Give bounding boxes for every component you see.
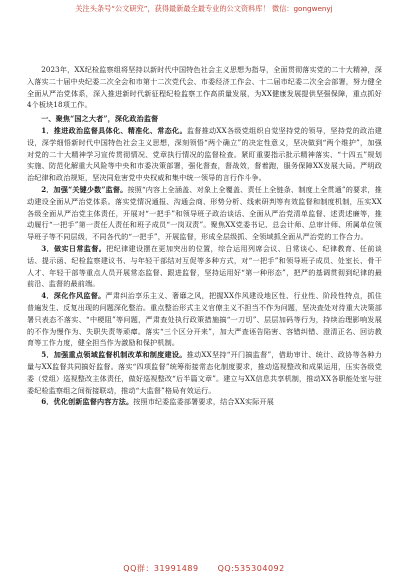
list-item [27,184,382,243]
item-text: 按照市纪委监委部署要求，结合XX实际开展 [133,397,274,407]
item-text: 推动XX坚持“开门搞监督”，借助审计、统计、政协等各种力量与XX监督共同搞好监督。落实“四项监督”统筹衔接常态化制度要求，推动巡视整改和成果运用，压实各级党委（党组）巡视整改主体责任，做好巡视整改“后半篇文章”。建立与XX信息共享机制，推动XX各职能处室与驻委纪检监察组之间衔接联动，推动“大监督”格局有效运行。 [27,350,382,395]
list-item [27,125,382,184]
item-text: 把纪律建设摆在更加突出的位置，综合运用列席会议、日常谈心、纪律教育、任前谈话、提示函、纪检监察建议书、与年轻干部结对互促等多种方式，对“一把手”和领导班子成员、处室长、骨干人才、年轻干部等重点人员开展常态监督、跟进监督，坚持运用好“第一种形态”，把严的基调贯彻到纪律的最前沿、监督的最前端。 [27,243,382,289]
intro-paragraph: 2023年，XX纪检监察组将坚持以新时代中国特色社会主义思想为指导，全面贯彻落实党的二十大精神，深入落实二十届中央纪委二次全会和市第十二次党代会、市委经济工作会、十二届市纪委二次全会部署，努力健全全面从严治党体系，深入推进新时代新征程纪检监察工作高质量发展，为XX健康发展提供坚强保障，重点抓好4个板块18项工作。 [27,65,382,110]
footer-contact [0,563,408,574]
item-lead: 6．优化创新监督内容方法。 [41,397,134,407]
section-heading: 一、聚焦“国之大者”，深化政治监督 [41,114,159,124]
footer-qq: QQ:535304092 [217,564,285,573]
item-text: 严肃纠治享乐主义、奢靡之风，把握XX作风建设地区性、行业性、阶段性特点，抓住普遍发生、反复出现的问题深化整治。重点整治形式主义官僚主义不担当不作为问题，坚决查处对待重大决策部署只表态不落实、“中梗阻”等问题，严肃查处执行政策措施搞“一刀切”、层层加码等行为，持续治理影响发展的不作为慢作为、失职失责等顽瘴。落实“三个区分开来”，加大严查诬告陷害、容错纠错、澄清正名、回访教育等工作力度，健全担当作为激励和保护机制。 [27,291,382,348]
item-text: 监督推动XX各级党组织自觉坚持党的领导，坚持党的政治建设，深学细悟新时代中国特色社会主义思想，深刻领悟“两个确立”的决定性意义，坚决做到“两个维护”，加强对党的二十大精神学习宣传贯彻情况、党章执行情况的监督检查。紧盯重要指示批示精神落实、“十四五”规划实施、防范化解重大风险等中央和市委决策部署，强化督查，督战效，督着跑，服务保障XX发展大局。严明政治纪律和政治规矩，坚决同危害党中央权威和集中统一领导的言行作斗争。 [27,125,382,183]
footer-qq-group: QQ群：31991489 [123,564,199,573]
item-lead: 2．加强“关键少数”监督。 [41,184,128,194]
list-item [27,243,382,290]
list-item [27,349,382,396]
header-banner: 关注头条号“公文研究”，获得最新最全最专业的公文资料库！ 微信：gongwenyj [75,4,333,13]
item-text: 按照“内容上全涵盖、对象上全覆盖、责任上全链条、制度上全贯通”的要求，推动建设全面从严治党体系。落实党情况通报、沟通会商、形势分析、线索研判等有效监督和制度机制，压实XX各级全面从严治党主体责任，开展对“一把手”和领导班子政治谈话、全面从严治党清单监督、述责述廉等，推动履行“一把手”第一责任人责任和班子成员“一岗双责”。聚焦XX党委书记、总会计师、总审计师、所属单位领导班子等不同层级，不同各代的“一把手”，开展监督，形成全层级抓、全领域抓全面从严治党的工作合力。 [27,184,382,242]
item-lead: 1．推进政治监督具体化、精准化、常态化。 [41,125,187,135]
item-lead: 5．加强重点领域监督机制改革和制度建设。 [41,350,187,360]
item-lead: 4．深化作风监督。 [41,291,106,301]
item-lead: 3．做实日常监督。 [41,243,107,253]
list-item [27,396,382,408]
document-body [27,64,382,408]
list-item [27,290,382,349]
